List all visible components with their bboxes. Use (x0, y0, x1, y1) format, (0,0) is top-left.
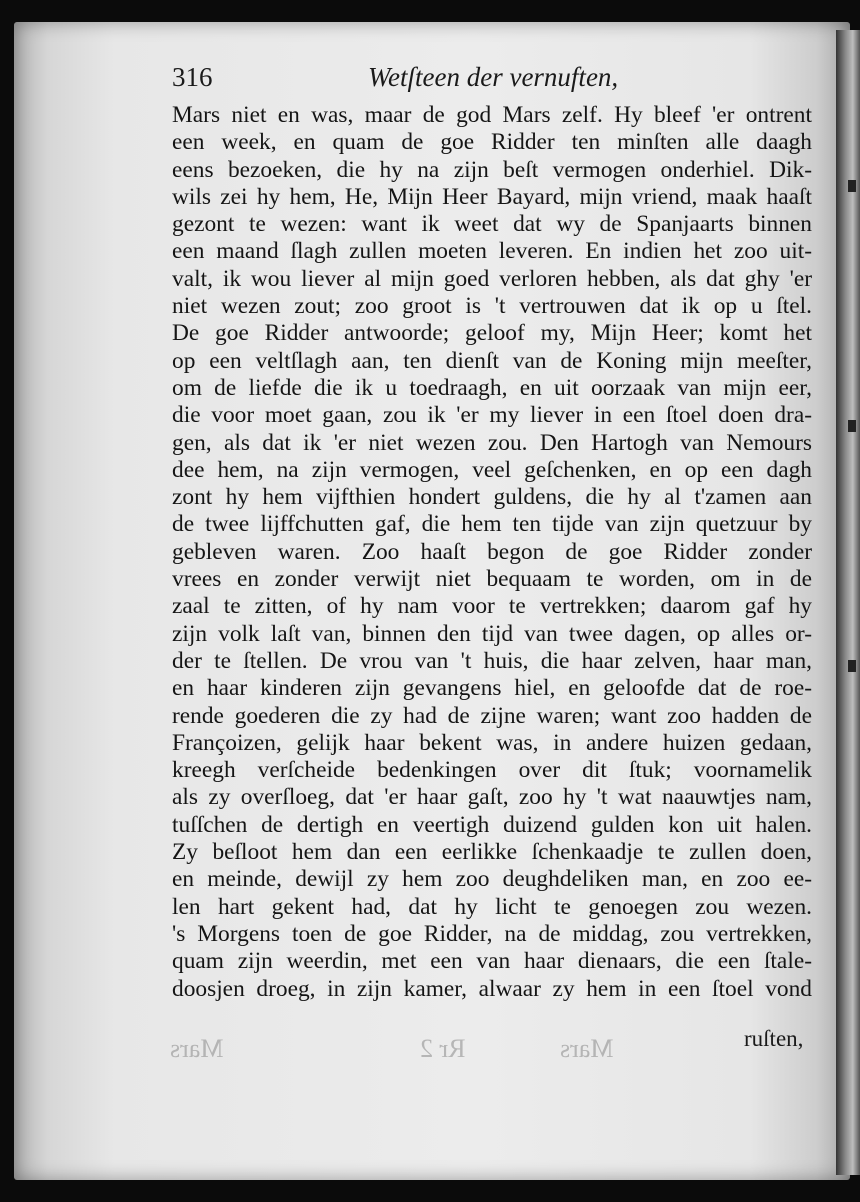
facing-page-edge (836, 30, 860, 1175)
text-line: doosjen droeg, in zijn kamer, alwaar zy hem in een ſtoel vond (172, 975, 812, 1002)
text-line: quam zijn weerdin, met een van haar dienaars, die een ſtale- (172, 948, 812, 975)
text-line: zaal te zitten, of hy nam voor te vertrekken; daarom gaf hy (172, 593, 812, 620)
text-line: der te ſtellen. De vrou van 't huis, die haar zelven, haar man, (172, 647, 812, 674)
running-head: Wetſteen der vernuften, (368, 62, 619, 92)
edge-mark (848, 660, 856, 672)
page-number: 316 (172, 62, 213, 92)
text-line: die voor moet gaan, zou ik 'er my liever in een ſtoel doen dra- (172, 402, 812, 429)
text-line: gen, als dat ik 'er niet wezen zou. Den Hartogh van Nemours (172, 429, 812, 456)
show-through-text: Mars (170, 1034, 224, 1063)
text-line: Mars niet en was, maar de god Mars zelf. Hy bleef 'er ontrent (172, 102, 812, 128)
text-line: dee hem, na zijn vermogen, veel geſchenken, en op een dagh (172, 456, 812, 483)
text-line: Françoizen, gelijk haar bekent was, in andere huizen gedaan, (172, 729, 812, 756)
text-line: zont hy hem vijfthien hondert guldens, die hy al t'zamen aan (172, 484, 812, 511)
text-line: als zy overſloeg, dat 'er haar gaſt, zoo hy 't wat naauwtjes nam, (172, 784, 812, 811)
text-line: eens bezoeken, die hy na zijn beſt vermogen onderhiel. Dik- (172, 156, 812, 183)
text-line: wils zei hy hem, He, Mijn Heer Bayard, mijn vriend, maak haaſt (172, 183, 812, 210)
text-line: niet wezen zout; zoo groot is 't vertrouwen dat ik op u ſtel. (172, 293, 812, 320)
text-line: een maand ſlagh zullen moeten leveren. En indien het zoo uit- (172, 238, 812, 265)
text-line: vrees en zonder verwijt niet bequaam te worden, om in de (172, 566, 812, 593)
text-line: valt, ik wou liever al mijn goed verloren hebben, als dat ghy 'er (172, 265, 812, 292)
text-line: en meinde, dewijl zy hem zoo deughdeliken man, en zoo ee- (172, 866, 812, 893)
text-line: een week, en quam de goe Ridder ten minſten alle daagh (172, 129, 812, 156)
text-line: de twee lijffchutten gaf, die hem ten tijde van zijn quetzuur by (172, 511, 812, 538)
text-line: len hart gekent had, dat hy licht te genoegen zou wezen. (172, 893, 812, 920)
text-line: en haar kinderen zijn gevangens hiel, en geloofde dat de roe- (172, 675, 812, 702)
body-text (172, 102, 812, 1003)
show-through-text: Mars (560, 1034, 614, 1063)
text-line: zijn volk laſt van, binnen den tijd van twee dagen, op alles or- (172, 620, 812, 647)
text-line: gezont te wezen: want ik weet dat wy de Spanjaarts binnen (172, 211, 812, 238)
text-line: rende goederen die zy had de zijne waren; want zoo hadden de (172, 702, 812, 729)
text-line: tuſſchen de dertigh en veertigh duizend gulden kon uit halen. (172, 811, 812, 838)
catchword: ruſten, (744, 1026, 804, 1051)
show-through-signature: Rr 2 (420, 1034, 466, 1063)
text-line: op een veltſlagh aan, ten dienſt van de Koning mijn meeſter, (172, 347, 812, 374)
edge-mark (848, 180, 856, 192)
page-header (172, 62, 812, 102)
edge-mark (848, 420, 856, 432)
text-line: 's Morgens toen de goe Ridder, na de middag, zou vertrekken, (172, 920, 812, 947)
text-line: kreegh verſcheide bedenkingen over dit ſtuk; voornamelik (172, 757, 812, 784)
text-line: gebleven waren. Zoo haaſt begon de goe Ridder zonder (172, 538, 812, 565)
text-line: Zy beſloot hem dan een eerlikke ſchenkaadje te zullen doen, (172, 839, 812, 866)
text-line: om de liefde die ik u toedraagh, en uit oorzaak van mijn eer, (172, 374, 812, 401)
text-line: De goe Ridder antwoorde; geloof my, Mijn Heer; komt het (172, 320, 812, 347)
